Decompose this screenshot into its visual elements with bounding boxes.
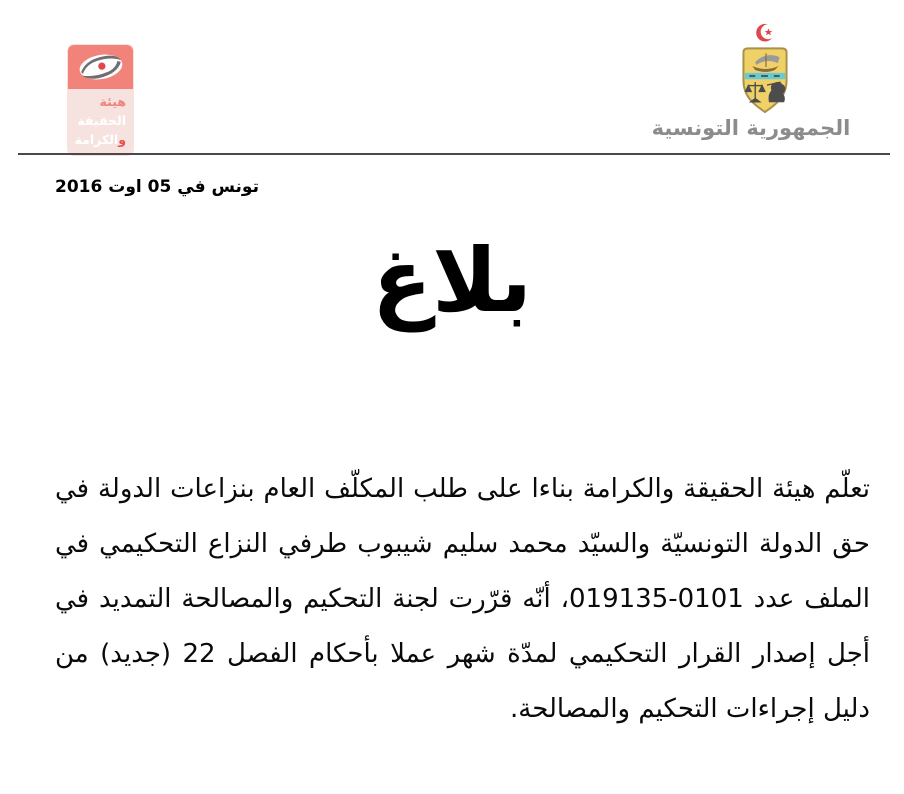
header-divider: [18, 153, 890, 155]
tunisia-coat-of-arms-icon: [735, 20, 795, 114]
logo-word-haqiqa: الحقيقة: [77, 113, 126, 128]
body-line-4: أجل إصدار القرار التحكيمي لمدّة شهر عملا بأحكام الفصل 22 (جديد) من: [55, 639, 870, 669]
body-line-1: تعلّم هيئة الحقيقة والكرامة بناءا على طلب المكلّف العام بنزاعات الدولة في: [55, 474, 870, 504]
body-line-3: الملف عدد 0101-019135، أنّه قرّرت لجنة التحكيم والمصالحة التمديد في: [55, 584, 870, 614]
eye-hands-icon: [72, 48, 130, 86]
logo-eye-hands-emblem: [68, 45, 133, 89]
date-line: تونس في 05 اوت 2016: [55, 177, 259, 197]
document-title: بلاغ: [372, 229, 532, 332]
republic-of-tunisia-label: الجمهورية التونسية: [651, 116, 851, 140]
body-paragraph: [55, 462, 870, 737]
logo-karama: الكرامة: [74, 132, 119, 147]
logo-word-karama: [72, 130, 126, 149]
truth-dignity-commission-logo: [68, 45, 133, 155]
logo-word-hayaa: هيئة: [99, 94, 126, 109]
body-line-2: حق الدولة التونسيّة والسيّد محمد سليم شيبوب طرفي النزاع التحكيمي في: [55, 529, 870, 559]
logo-waw: و: [118, 132, 126, 147]
logo-wordmark: [68, 89, 133, 155]
body-line-5: دليل إجراءات التحكيم والمصالحة.: [509, 694, 870, 724]
